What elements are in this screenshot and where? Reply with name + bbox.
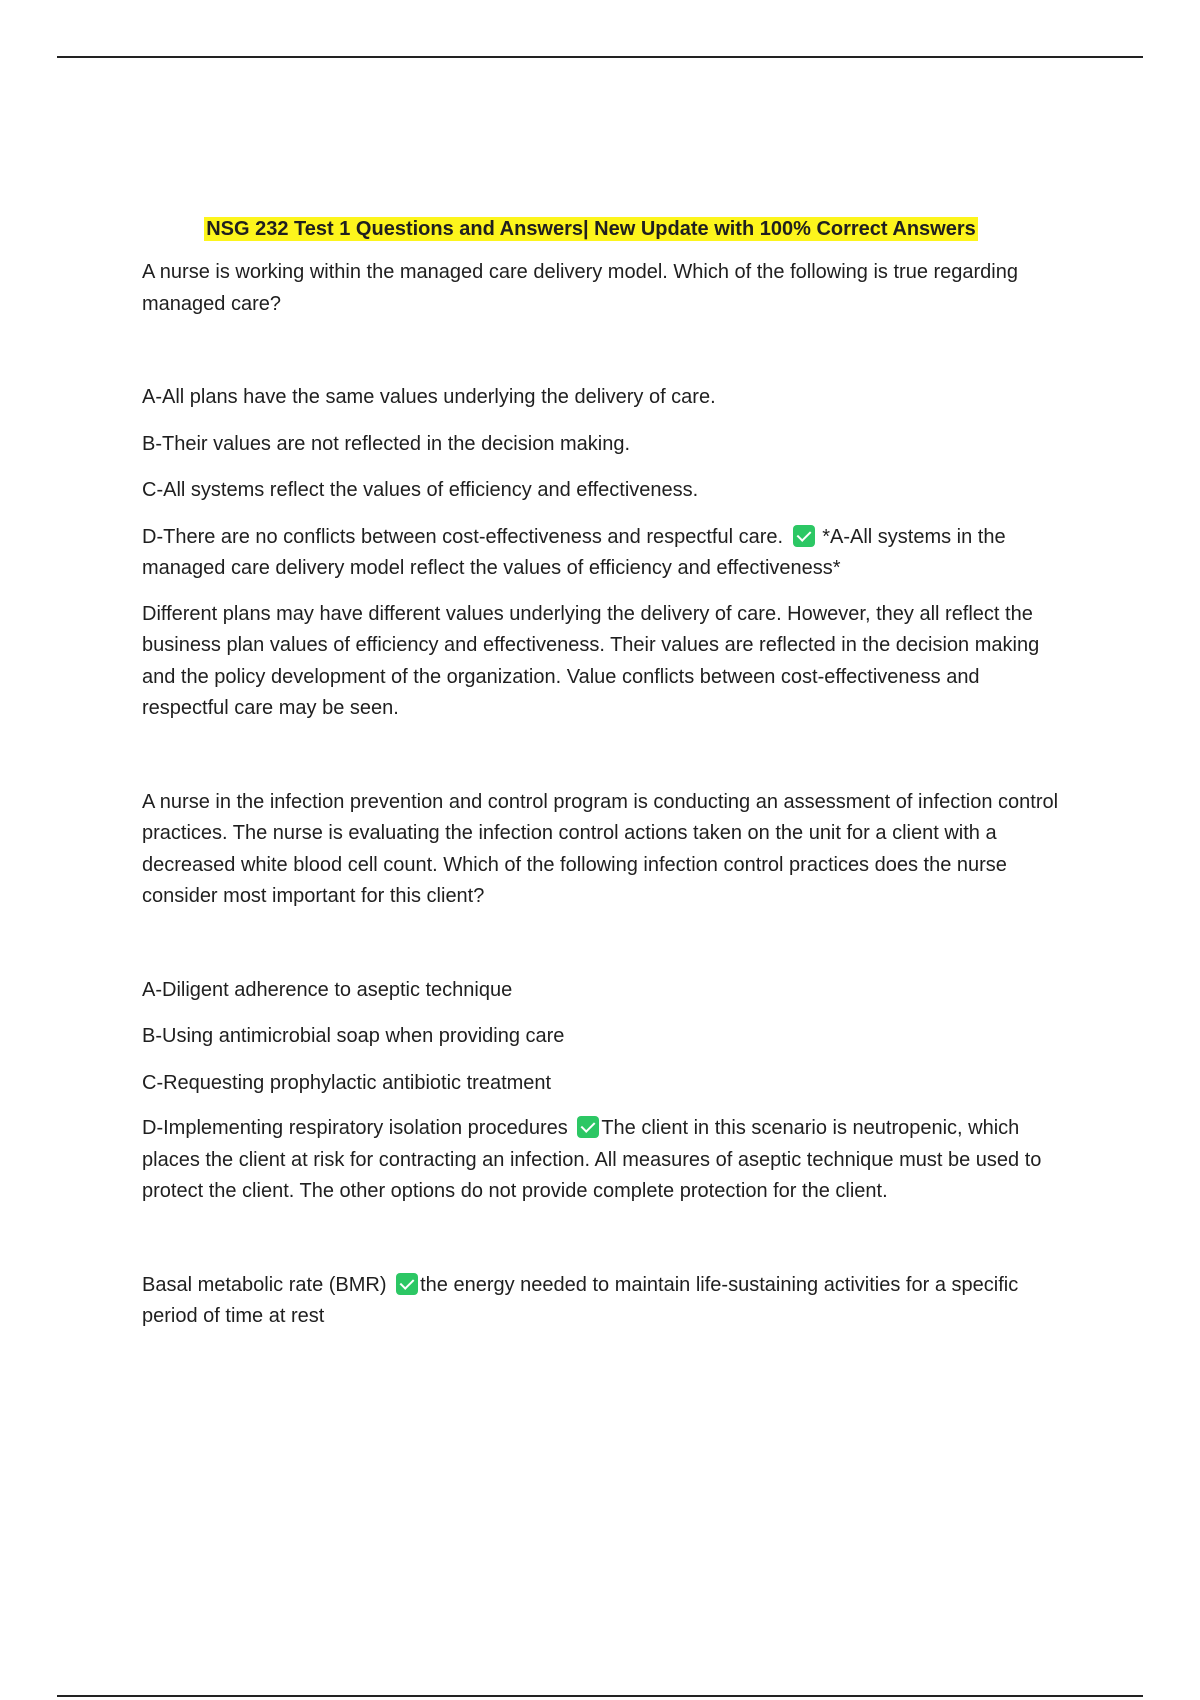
q2-question: A nurse in the infection prevention and control program is conducting an assessment of infection control practices. The nurse is evaluating the infection control actions taken on the unit for a client with a decreased white blood cell count. Which of the following infection control practices does the nurse consider most important for this client? [142,790,1059,907]
q2-option-d: D-Implementing respiratory isolation procedures [142,1117,568,1139]
q1-explanation: Different plans may have different values underlying the delivery of care. However, they all reflect the business plan values of efficiency and effectiveness. Their values are reflected in the decision making and the policy development of the organization. Value conflicts between cost-effectiveness and respectful care may be seen. [142,602,1040,719]
check-mark-icon [793,525,815,547]
q1-option-c: C-All systems reflect the values of efficiency and effectiveness. [142,479,699,501]
q1-option-d: D-There are no conflicts between cost-effectiveness and respectful care. [142,525,784,548]
q2-answer: The client in this scenario is neutropenic, which places the client at risk for contracting an infection. All measures of aseptic technique must be used to protect the client. The other options do not provide complete protection for the client. [142,1117,1042,1202]
q1-option-d-with-answer [142,522,1062,585]
q1-question: A nurse is working within the managed care delivery model. Which of the following is true regarding managed care? [142,261,1018,315]
title-block [120,214,1062,245]
check-mark-icon [396,1273,418,1295]
check-mark-icon [577,1116,599,1138]
q2-option-b: B-Using antimicrobial soap when providing care [142,1025,565,1047]
document-title: NSG 232 Test 1 Questions and Answers| New Update with 100% Correct Answers [206,218,976,240]
q3-answer: the energy needed to maintain life-sustaining activities for a specific period of time at rest [142,1273,1019,1327]
q2-option-c: C-Requesting prophylactic antibiotic treatment [142,1071,552,1094]
q3-term: Basal metabolic rate (BMR) [142,1273,387,1296]
document-body [142,214,1062,1333]
q3-definition [142,1270,1062,1333]
q1-option-a: A-All plans have the same values underlying the delivery of care. [142,386,716,408]
q1-answer: *A-All systems in the managed care delivery model reflect the values of efficiency and effectiveness* [142,525,1006,579]
q2-option-d-with-answer [142,1113,1062,1208]
top-rule [57,56,1143,58]
q2-option-a: A-Diligent adherence to aseptic technique [142,978,513,1001]
bottom-rule [57,1695,1143,1697]
q1-option-b: B-Their values are not reflected in the decision making. [142,432,631,455]
